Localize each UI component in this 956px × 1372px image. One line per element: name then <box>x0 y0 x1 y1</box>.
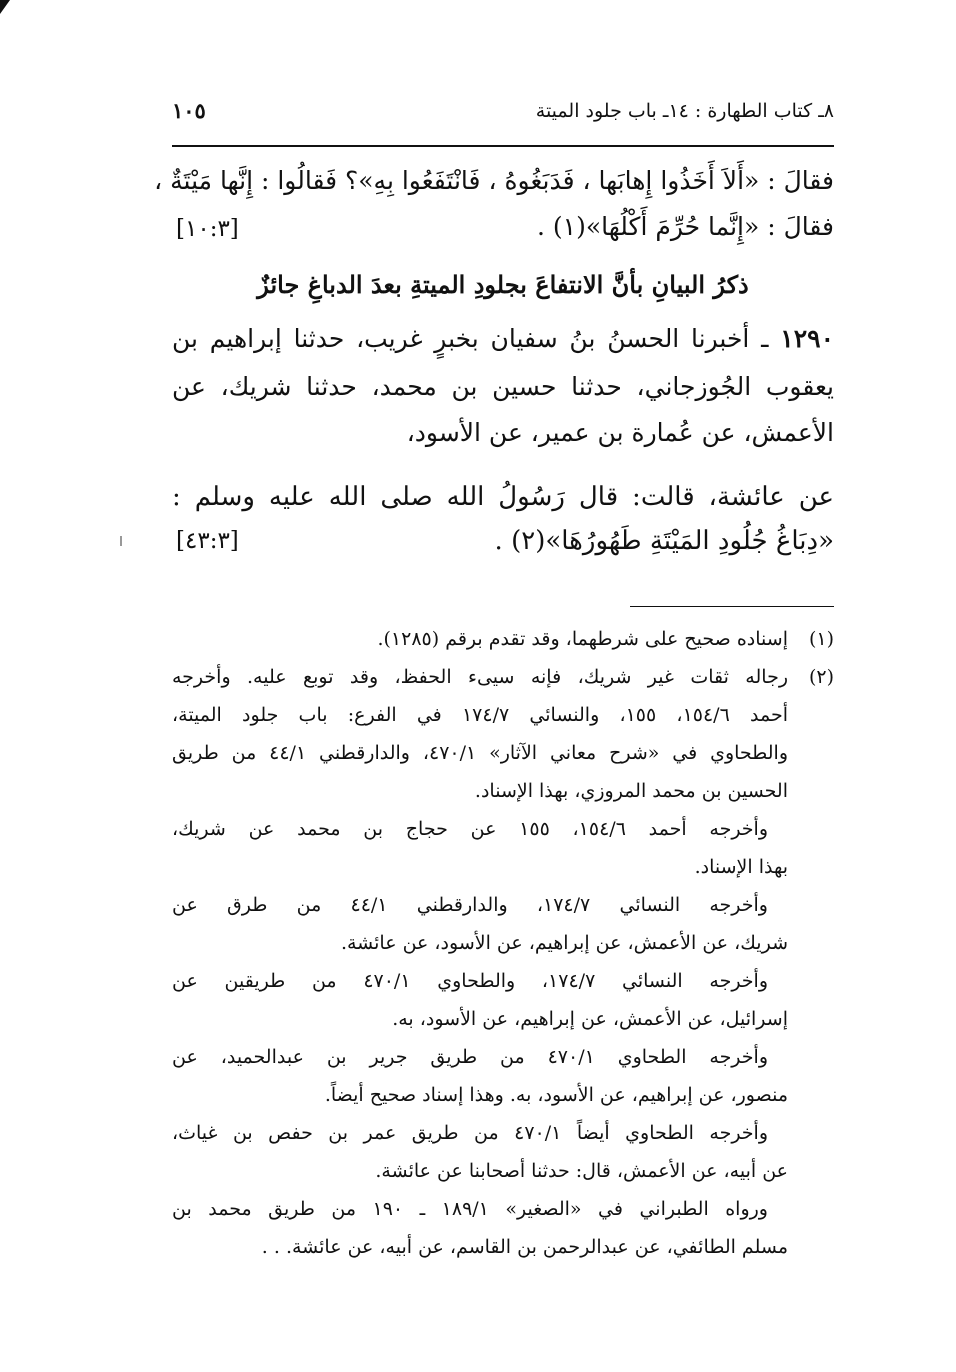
footnote-line: وأخرجه الطحاوي أيضاً ٤٧٠/١ من طريق عمر بن حفص بن غياث، <box>172 1122 769 1144</box>
hadith-text-line: فقالَ : «إِنَّما حُرِّمَ أَكْلُهَا»(١) . <box>537 212 834 241</box>
hadith-number: ١٢٩٠ <box>780 324 834 353</box>
footnote-line: رجاله ثقات غير شريك، فإنه سيىء الحفظ، وقد توبع عليه. وأخرجه <box>172 666 788 688</box>
footnote-label: (١) <box>808 628 834 650</box>
footnote-line: إسرائيل، عن الأعمش، عن إبراهيم، عن الأسود، به. <box>392 1008 788 1030</box>
footnote-line: الحسين بن محمد المروزي، بهذا الإسناد. <box>474 780 788 802</box>
hadith-isnad-text: ـ أخبرنا الحسنُ بنُ سفيان بخبرٍ غريب، حدثنا إبراهيم بن <box>172 324 769 353</box>
section-heading: ذكرُ البيانِ بأنَّ الانتفاعَ بجلودِ الميتةِ بعدَ الدباغِ جائزٌ <box>257 270 749 299</box>
hadith-matn-line: عن عائشة، قالت: قال رَسُولُ الله صلى الله عليه وسلم : <box>172 482 834 512</box>
footnote-line: وأخرجه النسائي ١٧٤/٧، والدارقطني ٤٤/١ من طرق عن <box>172 894 768 916</box>
footnote-separator <box>630 606 834 607</box>
footnote-line: وأخرجه الطحاوي ٤٧٠/١ من طريق جرير بن عبدالحميد، عن <box>172 1046 768 1068</box>
hadith-reference: [١٠:٣] <box>176 216 239 242</box>
header-rule <box>172 145 834 147</box>
hadith-reference: [٤٣:٣] <box>176 528 239 554</box>
hadith-isnad-line <box>172 324 834 353</box>
footnote-line: وأخرجه النسائي ١٧٤/٧، والطحاوي ٤٧٠/١ من طريقين عن <box>172 970 768 992</box>
footnote-line: أحمد ١٥٤/٦، ١٥٥، والنسائي ١٧٤/٧ في الفرع: باب جلود الميتة، <box>172 704 788 726</box>
footnote-text: إسناده صحيح على شرطهما، وقد تقدم برقم (١٢٨٥). <box>377 628 788 650</box>
hadith-isnad-line: الأعمش، عن عُمارة بن عمير، عن الأسود، <box>406 418 834 447</box>
footnote-line: شريك، عن الأعمش، عن إبراهيم، عن الأسود، عن عائشة. <box>340 932 788 954</box>
page-number: ١٠٥ <box>172 98 206 123</box>
hadith-text-line: فقالَ : «أَلاَ أَخَذُوا إِهابَها ، فَدَبَغُوهُ ، فَانْتَفَعُوا بِهِ»؟ فَقالُوا : إِنَّها مَيْتَةٌ ، <box>154 166 834 195</box>
footnote-label: (٢) <box>808 666 834 688</box>
footnote-line: مسلم الطائفي، عن عبدالرحمن بن القاسم، عن أبيه، عن عائشة. . . <box>261 1236 788 1258</box>
running-header-title: ٨ـ كتاب الطهارة : ١٤ـ باب جلود الميتة <box>535 100 834 122</box>
footnote-line: منصور، عن إبراهيم، عن الأسود، به. وهذا إسناد صحيح أيضاً. <box>324 1084 788 1106</box>
footnote-line: عن أبيه، عن الأعمش، قال: حدثنا أصحابنا عن عائشة. <box>375 1160 788 1182</box>
hadith-matn-line: «دِبَاغُ جُلُودِ المَيْتَةِ طَهُورُهَا»(٢) . <box>494 526 834 556</box>
footnote-line: وأخرجه أحمد ١٥٤/٦، ١٥٥ عن حجاج بن محمد عن شريك، <box>172 818 769 840</box>
footnote-line: بهذا الإسناد. <box>694 856 788 878</box>
hadith-isnad-line: يعقوب الجُوزجاني، حدثنا حسين بن محمد، حدثنا شريك، عن <box>172 372 834 401</box>
footnote-line: والطحاوي في «شرح معاني الآثار» ٤٧٠/١، والدارقطني ٤٤/١ من طريق <box>172 742 788 764</box>
footnote-line: ورواه الطبراني في «الصغير» ١٨٩/١ ـ ١٩٠ من طريق محمد بن <box>172 1198 768 1220</box>
